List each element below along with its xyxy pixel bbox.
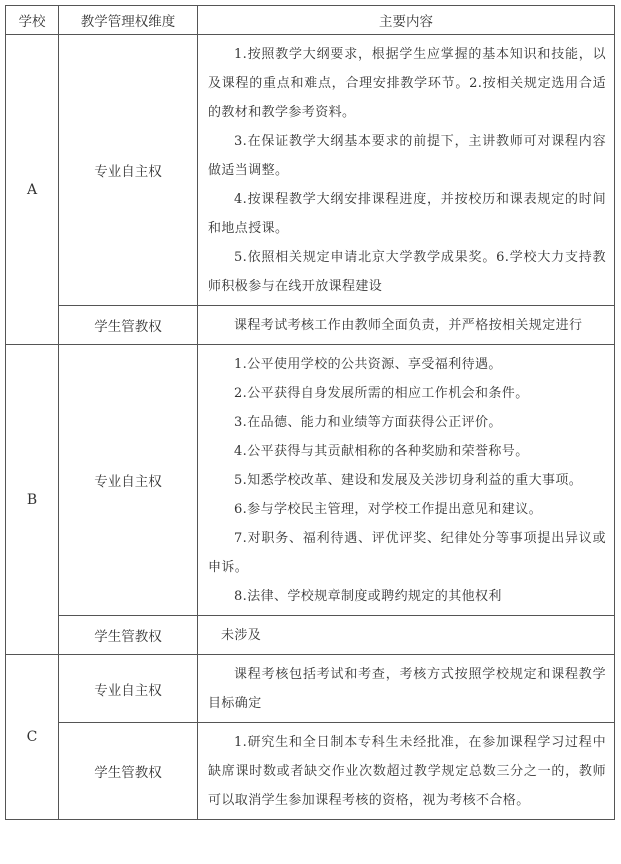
content-cell — [198, 306, 615, 345]
content-item: 未涉及 — [221, 628, 262, 643]
school-c: C — [6, 655, 59, 820]
content-item: 课程考核包括考试和考查，考核方式按照学校规定和课程教学目标确定 — [208, 667, 606, 711]
content-item: 4.按课程教学大纲安排课程进度，并按校历和课表规定的时间和地点授课。 — [208, 192, 606, 236]
header-content: 主要内容 — [198, 6, 615, 35]
content-cell — [198, 35, 615, 306]
content-item: 5.依照相关规定申请北京大学教学成果奖。6.学校大力支持教师积极参与在线开放课程建设 — [208, 250, 606, 294]
dimension-cell: 学生管教权 — [59, 723, 198, 820]
content-item: 1.公平使用学校的公共资源、享受福利待遇。 — [234, 357, 502, 372]
school-b: B — [6, 345, 59, 655]
dimension-cell: 专业自主权 — [59, 35, 198, 306]
content-cell — [198, 655, 615, 723]
content-item: 8.法律、学校规章制度或聘约规定的其他权利 — [234, 589, 502, 604]
header-school: 学校 — [6, 6, 59, 35]
content-item: 3.在保证教学大纲基本要求的前提下，主讲教师可对课程内容做适当调整。 — [208, 134, 606, 178]
header-row — [6, 6, 615, 35]
content-item: 1.研究生和全日制本专科生未经批准，在参加课程学习过程中缺席课时数或者缺交作业次数超过教学规定总数三分之一的，教师可以取消学生参加课程考核的资格，视为考核不合格。 — [208, 735, 606, 808]
table-row — [6, 345, 615, 616]
table-row — [6, 655, 615, 723]
content-cell — [198, 616, 615, 655]
dimension-cell: 专业自主权 — [59, 655, 198, 723]
table-row — [6, 35, 615, 306]
content-item: 6.参与学校民主管理，对学校工作提出意见和建议。 — [234, 502, 543, 517]
content-item: 4.公平获得与其贡献相称的各种奖励和荣誉称号。 — [234, 444, 529, 459]
dimension-cell: 学生管教权 — [59, 306, 198, 345]
teaching-rights-table — [5, 5, 615, 820]
table-row — [6, 723, 615, 820]
header-dimension: 教学管理权维度 — [59, 6, 198, 35]
content-item: 5.知悉学校改革、建设和发展及关涉切身利益的重大事项。 — [234, 473, 583, 488]
table-row — [6, 306, 615, 345]
content-item: 1.按照教学大纲要求，根据学生应掌握的基本知识和技能，以及课程的重点和难点，合理安排教学环节。2.按相关规定选用合适的教材和教学参考资料。 — [208, 47, 606, 120]
content-item: 2.公平获得自身发展所需的相应工作机会和条件。 — [234, 386, 529, 401]
dimension-cell: 学生管教权 — [59, 616, 198, 655]
school-a: A — [6, 35, 59, 345]
content-item: 课程考试考核工作由教师全面负责，并严格按相关规定进行 — [234, 318, 583, 333]
content-item: 3.在品德、能力和业绩等方面获得公正评价。 — [234, 415, 502, 430]
table-row — [6, 616, 615, 655]
content-cell — [198, 345, 615, 616]
content-cell — [198, 723, 615, 820]
content-item: 7.对职务、福利待遇、评优评奖、纪律处分等事项提出异议或申诉。 — [208, 531, 606, 575]
dimension-cell: 专业自主权 — [59, 345, 198, 616]
